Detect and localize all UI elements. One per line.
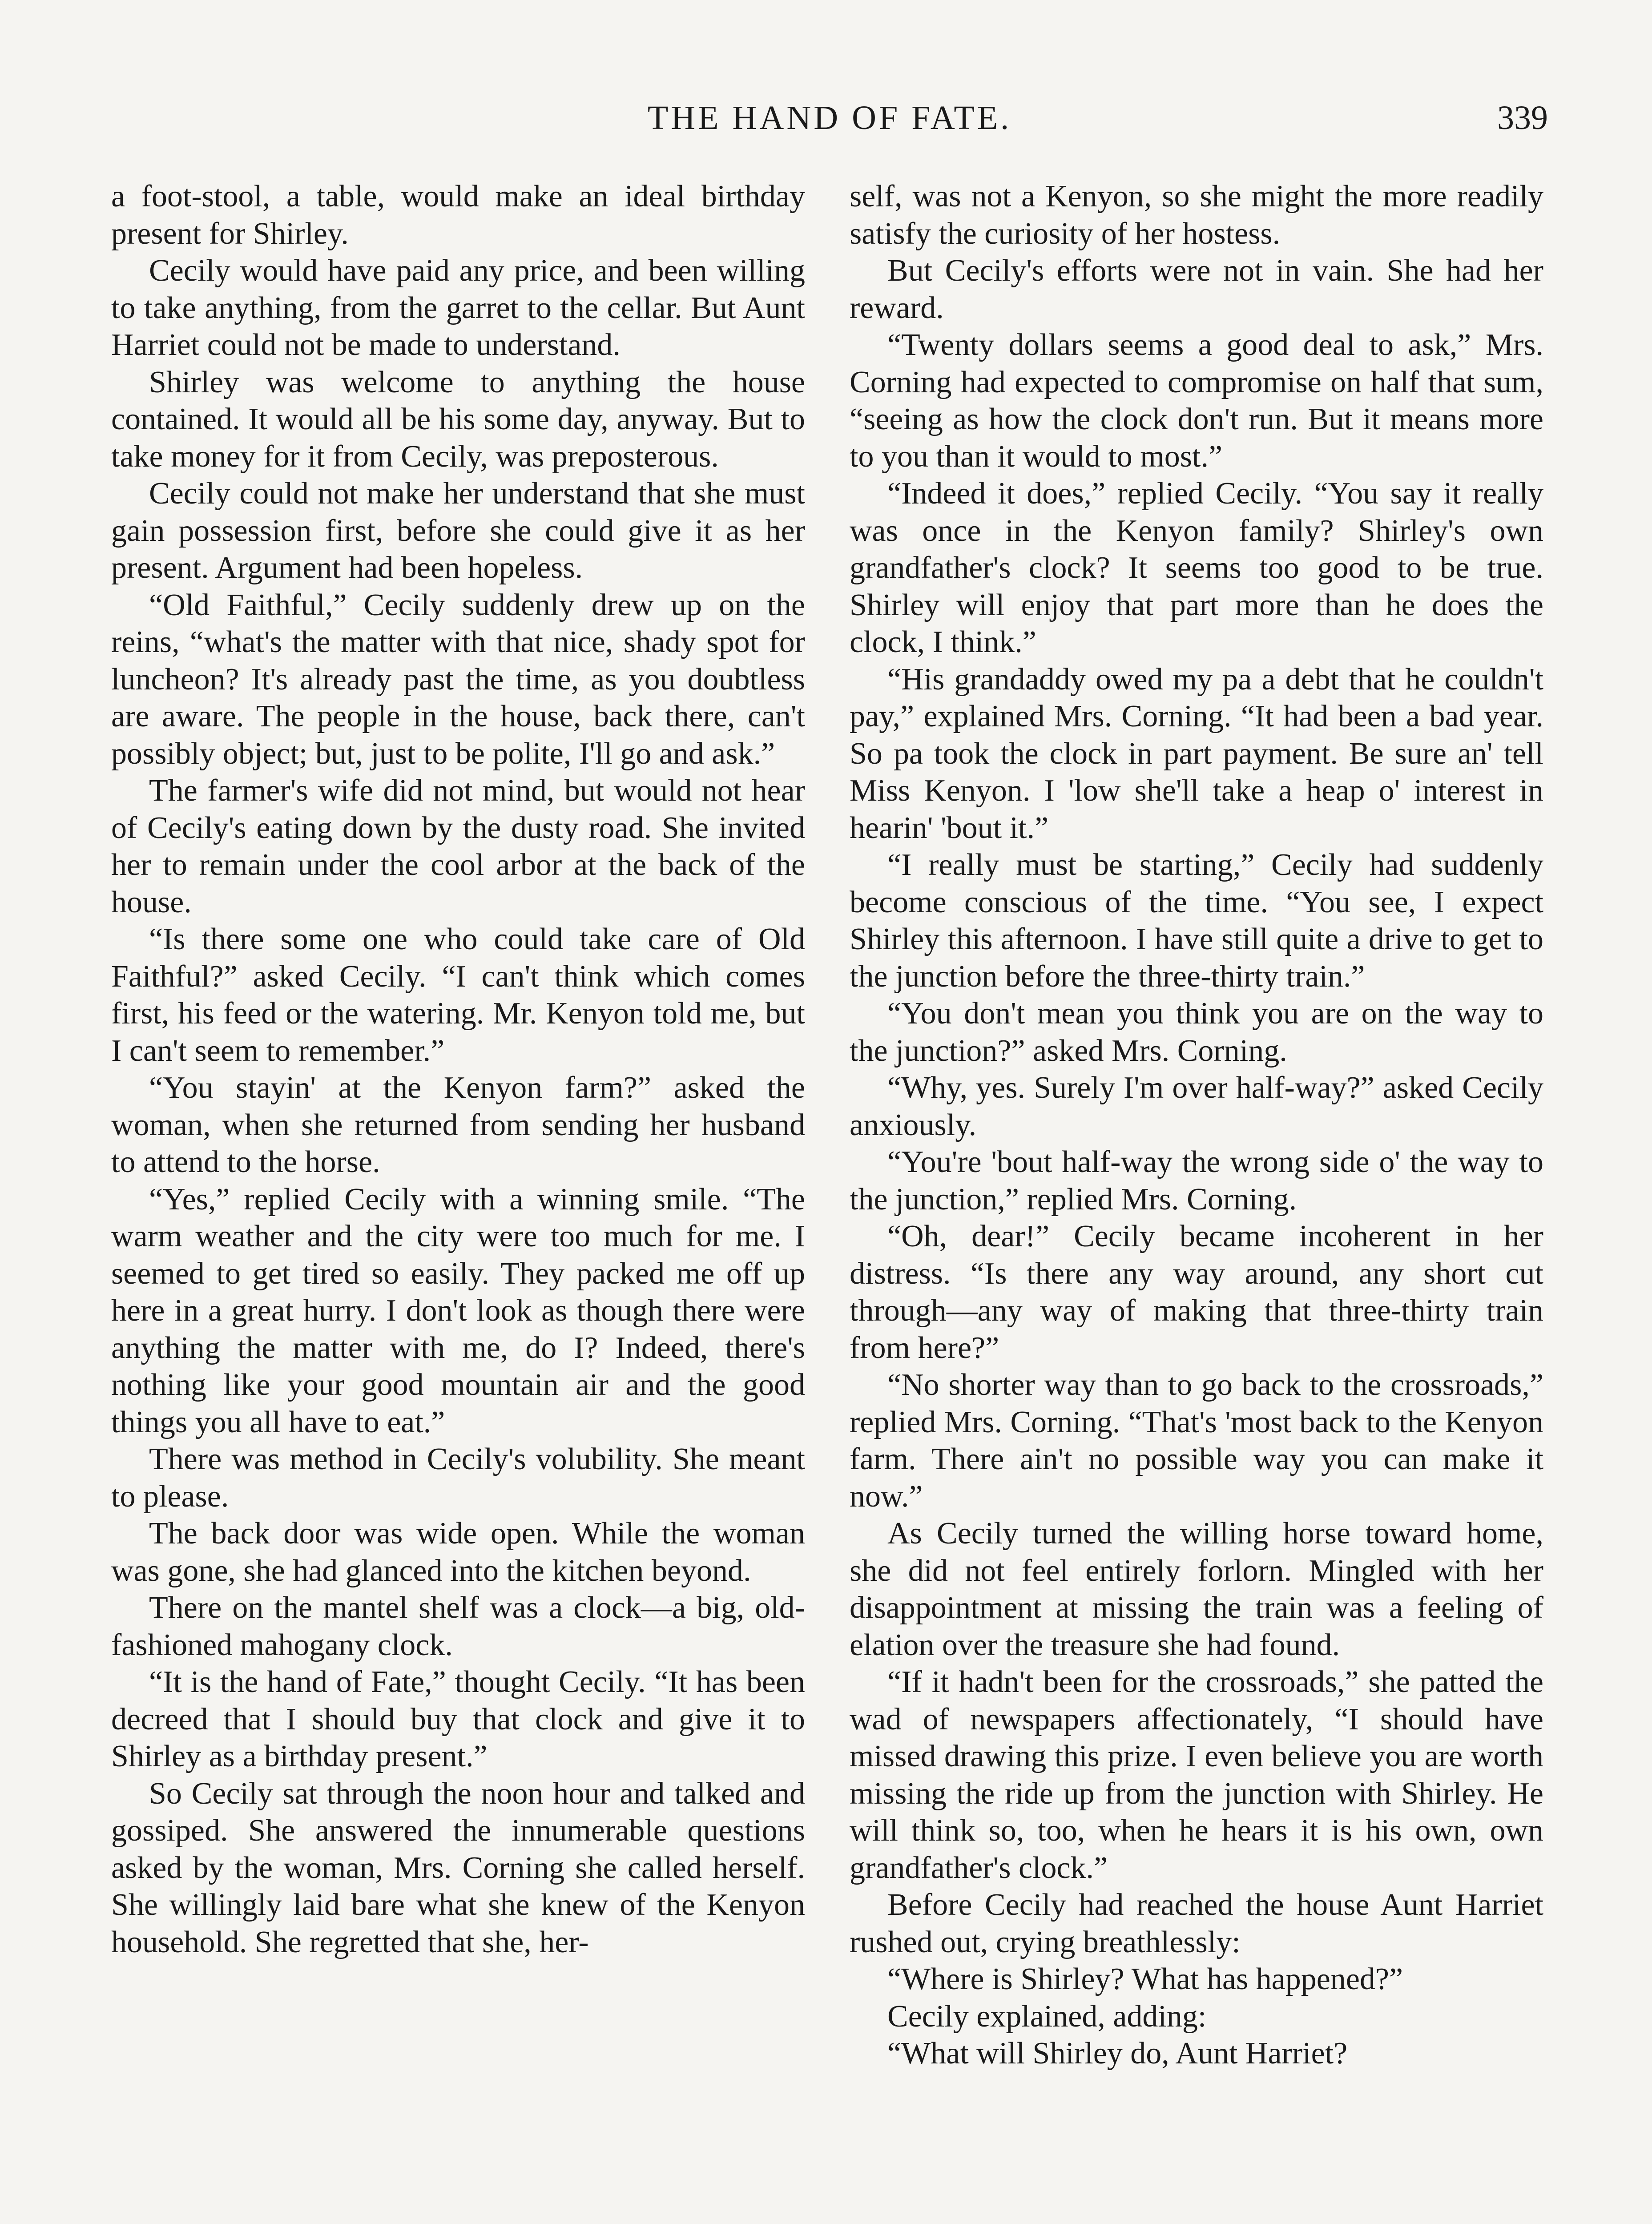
paragraph: self, was not a Kenyon, so she might the more readily satisfy the curiosity of her hostess. (850, 179, 1543, 251)
paragraph: So Cecily sat through the noon hour and talked and gossiped. She answered the innumerable questions asked by the woman, Mrs. Corning she called herself. She willingly laid bare what she knew of the Kenyon household. She regretted that she, her- (111, 1776, 805, 1959)
paragraph: But Cecily's efforts were not in vain. She had her reward. (850, 254, 1543, 325)
page-header (111, 89, 1548, 147)
paragraph: “It is the hand of Fate,” thought Cecily. “It has been decreed that I should buy that clock and give it to Shirley as a birthday present.” (111, 1665, 805, 1773)
paragraph: There on the mantel shelf was a clock—a big, old-fashioned mahogany clock. (111, 1591, 805, 1662)
paragraph: Before Cecily had reached the house Aunt Harriet rushed out, crying breathlessly: (850, 1888, 1543, 1959)
paragraph: Cecily explained, adding: (887, 1999, 1207, 2034)
left-column (111, 178, 805, 1961)
paragraph: “Yes,” replied Cecily with a winning smile. “The warm weather and the city were too much for me. I seemed to get tired so easily. They packed me off up here in a great hurry. I don't look as though there were anything the matter with me, do I? Indeed, there's nothing like your good mountain air and the good things you all have to eat.” (111, 1182, 805, 1439)
paragraph: “You're 'bout half-way the wrong side o' the way to the junction,” replied Mrs. Corning. (850, 1145, 1543, 1217)
paragraph: “I really must be starting,” Cecily had suddenly become conscious of the time. “You see, I expect Shirley this afternoon. I have still quite a drive to get to the junction before the three-thirty train.” (850, 848, 1543, 994)
right-column (850, 178, 1543, 2072)
paragraph: “Where is Shirley? What has happened?” (887, 1962, 1403, 1996)
paragraph: Cecily would have paid any price, and been willing to take anything, from the garret to the cellar. But Aunt Harriet could not be made to understand. (111, 254, 805, 362)
paragraph: “You don't mean you think you are on the way to the junction?” asked Mrs. Corning. (850, 996, 1543, 1068)
paragraph: “Twenty dollars seems a good deal to ask,” Mrs. Corning had expected to compromise on half that sum, “seeing as how the clock don't run. But it means more to you than it would to most.” (850, 328, 1543, 474)
paragraph: The back door was wide open. While the woman was gone, she had glanced into the kitchen beyond. (111, 1516, 805, 1588)
paragraph: As Cecily turned the willing horse toward home, she did not feel entirely forlorn. Mingled with her disappointment at missing the train was a feeling of elation over the treasure she had found. (850, 1516, 1543, 1662)
paragraph: “If it hadn't been for the crossroads,” she patted the wad of newspapers affectionately, “I should have missed drawing this prize. I even believe you are worth missing the ride up from the junction with Shirley. He will think so, too, when he hears it is his own, own grandfather's clock.” (850, 1665, 1543, 1885)
paragraph: “Indeed it does,” replied Cecily. “You say it really was once in the Kenyon family? Shirley's own grandfather's clock? It seems too good to be true. Shirley will enjoy that part more than he does the clock, I think.” (850, 476, 1543, 659)
running-title: THE HAND OF FATE. (647, 99, 1012, 137)
paragraph: “Is there some one who could take care of Old Faithful?” asked Cecily. “I can't think which comes first, his feed or the watering. Mr. Kenyon told me, but I can't seem to remember.” (111, 922, 805, 1068)
paragraph: “Why, yes. Surely I'm over half-way?” asked Cecily anxiously. (850, 1071, 1543, 1142)
paragraph: “No shorter way than to go back to the crossroads,” replied Mrs. Corning. “That's 'most back to the Kenyon farm. There ain't no possible way you can make it now.” (850, 1368, 1543, 1514)
paragraph: There was method in Cecily's volubility. She meant to please. (111, 1442, 805, 1514)
paragraph: “You stayin' at the Kenyon farm?” asked the woman, when she returned from sending her husband to attend to the horse. (111, 1071, 805, 1179)
paragraph: “What will Shirley do, Aunt Harriet? (887, 2036, 1348, 2071)
paragraph: Shirley was welcome to anything the house contained. It would all be his some day, anyway. But to take money for it from Cecily, was preposterous. (111, 365, 805, 474)
paragraph: Cecily could not make her understand that she must gain possession first, before she could give it as her present. Argument had been hopeless. (111, 476, 805, 585)
paragraph: a foot-stool, a table, would make an ideal birthday present for Shirley. (111, 179, 805, 251)
paragraph: “Old Faithful,” Cecily suddenly drew up on the reins, “what's the matter with that nice, shady spot for luncheon? It's already past the time, as you doubtless are aware. The people in the house, back there, can't possibly object; but, just to be polite, I'll go and ask.” (111, 588, 805, 771)
page-number: 339 (1497, 99, 1548, 137)
paragraph: The farmer's wife did not mind, but would not hear of Cecily's eating down by the dusty road. She invited her to remain under the cool arbor at the back of the house. (111, 774, 805, 919)
paragraph: “Oh, dear!” Cecily became incoherent in her distress. “Is there any way around, any short cut through—any way of making that three-thirty train from here?” (850, 1219, 1543, 1365)
paragraph: “His grandaddy owed my pa a debt that he couldn't pay,” explained Mrs. Corning. “It had been a bad year. So pa took the clock in part payment. Be sure an' tell Miss Kenyon. I 'low she'll take a heap o' interest in hearin' 'bout it.” (850, 662, 1543, 845)
